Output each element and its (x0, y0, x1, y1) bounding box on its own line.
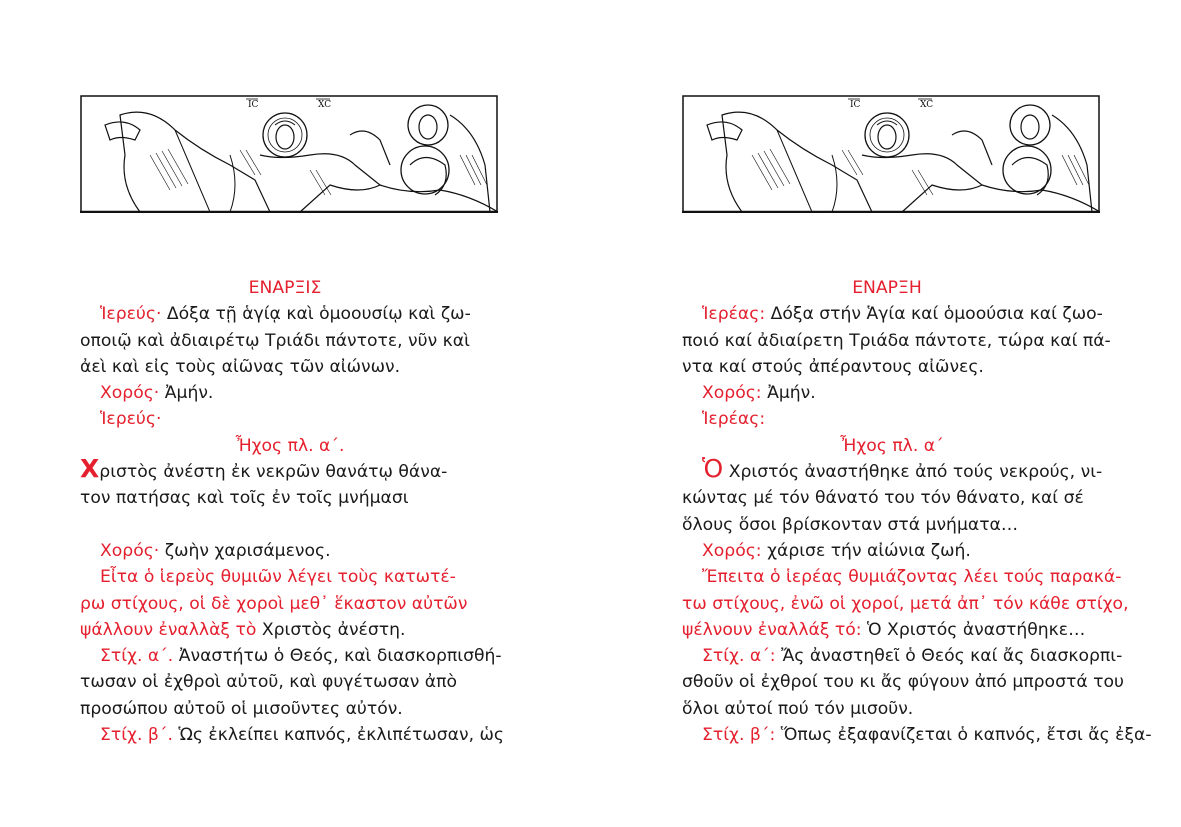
text-line: Ὅπως ἐξαφανίζεται ὁ καπνός, ἔτσι ἄς ἐξα- (780, 725, 1152, 746)
speaker-label: Χορός· (100, 383, 160, 404)
text-line: σθοῦν οἱ ἐχθροί του κι ἄς φύγουν ἀπό μπροστά του (682, 672, 1124, 693)
text-line: Δόξα τῇ ἁγίᾳ καὶ ὁμοουσίῳ καὶ ζω- (166, 304, 471, 325)
rubric-line: Εἶτα ὁ ἱερεὺς θυμιῶν λέγει τοὺς κατωτέ- (100, 567, 456, 588)
speaker-label: Ἱερέας: (702, 304, 766, 325)
verse-label: Στίχ. β΄: (702, 725, 776, 746)
verse-label: Στίχ. β΄. (100, 725, 173, 746)
text-line: Χριστός ἀναστήθηκε ἀπό τούς νεκρούς, νι- (728, 462, 1103, 483)
text-line: Δόξα στήν Ἁγία καί ὁμοούσια καί ζωο- (770, 304, 1103, 325)
resurrection-icon (80, 95, 498, 213)
text-line: Ἀμήν. (164, 383, 214, 404)
tone-heading: Ἦχος πλ. α΄. (235, 435, 345, 456)
text-line: ριστὸς ἀνέστη ἐκ νεκρῶν θανάτῳ θάνα- (99, 462, 448, 483)
text-line: προσώπου αὐτοῦ οἱ μισοῦντες αὐτόν. (80, 698, 403, 719)
text-line: ποιό καί ἀδιαίρετη Τριάδα πάντοτε, τώρα καί πά- (682, 330, 1111, 351)
verse-label: Στίχ. α΄: (702, 646, 776, 667)
xc-label: XC (318, 100, 332, 110)
rubric-line: Ἔπειτα ὁ ἱερέας θυμιάζοντας λέει τούς παρακά- (702, 567, 1122, 588)
tone-heading: Ἦχος πλ. α΄ (840, 435, 944, 456)
text-line: κώντας μέ τόν θάνατό του τόν θάνατο, καί σέ (682, 488, 1084, 509)
text-line: Ἄς ἀναστηθεῖ ὁ Θεός καί ἄς διασκορπι- (781, 646, 1123, 667)
ic-label: IC (248, 100, 259, 110)
page-title: ΕΝΑΡΞΙΣ (248, 278, 322, 298)
left-text-block (80, 275, 504, 748)
text-line: ἀεὶ καὶ εἰς τοὺς αἰῶνας τῶν αἰώνων. (80, 356, 401, 377)
drop-initial: Χ (80, 454, 100, 484)
text-line: Χριστὸς ἀνέστη. (261, 619, 406, 640)
text-line: τωσαν οἱ ἐχθροὶ αὐτοῦ, καὶ φυγέτωσαν ἀπὸ (80, 672, 457, 693)
verse-label: Στίχ. α΄. (100, 646, 174, 667)
speaker-label: Ἱερέας: (702, 409, 766, 430)
speaker-label: Χορός· (100, 540, 160, 561)
rubric-line: τω στίχους, ἐνῶ οἱ χοροί, μετά ἀπ᾽ τόν κάθε στίχο, (682, 593, 1129, 614)
speaker-label: Χορός: (702, 540, 762, 561)
drop-initial: Ὁ (702, 454, 724, 484)
speaker-label: Ἱερεύς· (100, 304, 162, 325)
right-text-block (682, 275, 1152, 748)
text-line: ὅλους ὅσοι βρίσκονταν στά μνήματα… (682, 514, 1019, 535)
ic-label: IC (850, 100, 861, 110)
text-line: ζωὴν χαρισάμενος. (164, 540, 331, 561)
text-line: οποιῷ καὶ ἀδιαιρέτῳ Τριάδι πάντοτε, νῦν καὶ (80, 330, 470, 351)
speaker-label: Χορός: (702, 383, 762, 404)
text-line: Ὡς ἐκλείπει καπνός, ἐκλιπέτωσαν, ὡς (178, 725, 504, 746)
rubric-line: ψέλνουν ἐναλλάξ τό: (682, 619, 862, 640)
rubric-line: ψάλλουν ἐναλλὰξ τὸ (80, 619, 257, 640)
speaker-label: Ἱερεύς· (100, 409, 162, 430)
text-line: τον πατήσας καὶ τοῖς ἐν τοῖς μνήμασι (80, 488, 409, 509)
text-line: ντα καί στούς ἀπέραντους αἰῶνες. (682, 356, 984, 377)
page-title: ΕΝΑΡΞΗ (852, 278, 922, 298)
text-line: Ὁ Χριστός ἀναστήθηκε… (867, 619, 1086, 640)
resurrection-icon (682, 95, 1100, 213)
rubric-line: ρω στίχους, οἱ δὲ χοροὶ μεθ᾽ ἕκαστον αὐτῶν (80, 593, 468, 614)
text-line: Ἀναστήτω ὁ Θεός, καὶ διασκορπισθή- (178, 646, 502, 667)
text-line: Ἀμήν. (767, 383, 816, 404)
xc-label: XC (920, 100, 934, 110)
text-line: χάρισε τήν αἰώνια ζωή. (767, 540, 971, 561)
text-line: ὅλοι αὐτοί πού τόν μισοῦν. (682, 698, 914, 719)
